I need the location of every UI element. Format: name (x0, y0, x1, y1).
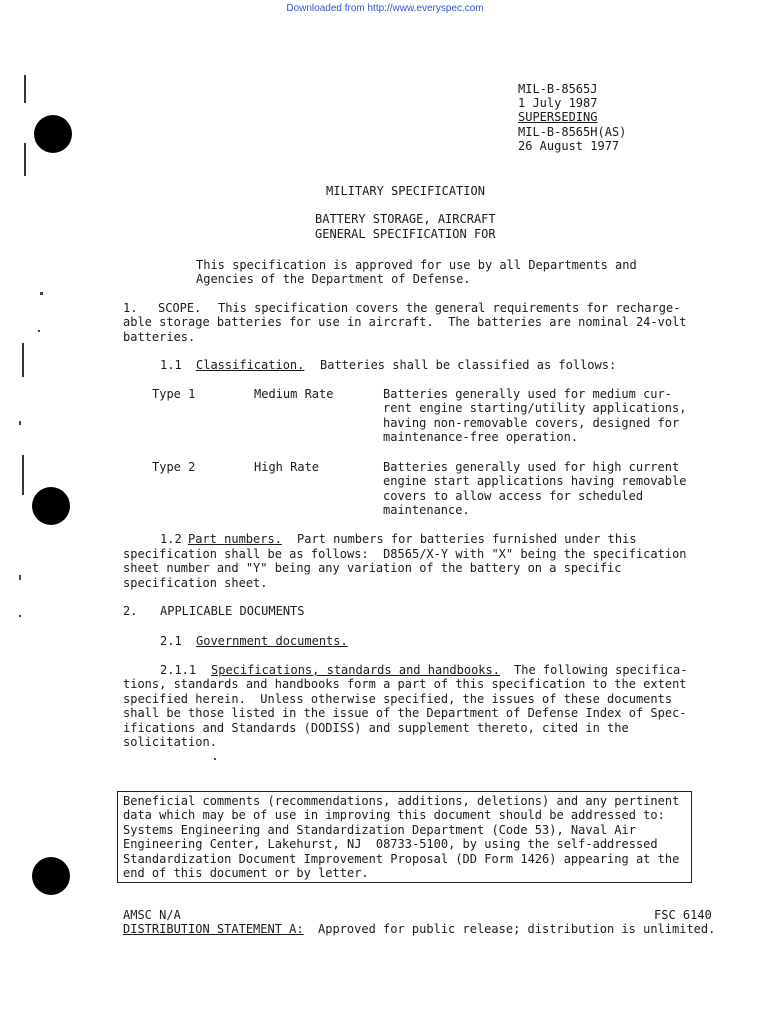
classification-heading: Classification. (196, 358, 305, 372)
spec-title-line-1: BATTERY STORAGE, AIRCRAFT (315, 212, 496, 226)
type-1-rate: Medium Rate (254, 387, 334, 401)
scan-speck (38, 330, 40, 332)
specifications-text: tions, standards and handbooks form a part of this specification to the extent (123, 677, 687, 691)
type-2-description: covers to allow access for scheduled (383, 489, 644, 503)
download-source-link[interactable]: Downloaded from http://www.everyspec.com (286, 3, 484, 14)
scan-speck (19, 421, 21, 425)
classification-text: Batteries shall be classified as follows: (320, 358, 617, 372)
distribution-statement-label: DISTRIBUTION STATEMENT A: (123, 922, 304, 936)
specifications-text: The following specifica- (514, 663, 688, 677)
spec-type-title: MILITARY SPECIFICATION (326, 184, 485, 198)
spec-title-line-2: GENERAL SPECIFICATION FOR (315, 227, 496, 241)
type-1-label: Type 1 (152, 387, 196, 401)
approval-line: This specification is approved for use by all Departments and (196, 258, 637, 272)
superseding-label: SUPERSEDING (518, 110, 598, 124)
margin-bar (22, 455, 24, 495)
part-numbers-text: Part numbers for batteries furnished under this (297, 532, 637, 546)
comments-text: Engineering Center, Lakehurst, NJ 08733-5100, by using the self-addressed (123, 837, 658, 851)
scan-speck (214, 758, 216, 760)
margin-bar (22, 343, 24, 377)
distribution-statement-text: Approved for public release; distribution is unlimited. (318, 922, 716, 936)
punch-hole-middle (32, 487, 70, 525)
comments-text: Systems Engineering and Standardization Department (Code 53), Naval Air (123, 823, 636, 837)
fsc-code: FSC 6140 (654, 908, 712, 922)
comments-text: data which may be of use in improving this document should be addressed to: (123, 808, 665, 822)
specifications-text: solicitation. (123, 735, 217, 749)
scope-text: batteries. (123, 330, 196, 344)
amsc-label: AMSC N/A (123, 908, 181, 922)
part-numbers-heading: Part numbers. (188, 532, 282, 546)
comments-text: Standardization Document Improvement Proposal (DD Form 1426) appearing at the (123, 852, 680, 866)
type-1-description: Batteries generally used for medium cur- (383, 387, 672, 401)
scope-text: This specification covers the general requirements for recharge- (218, 301, 681, 315)
scope-heading: SCOPE. (158, 301, 202, 315)
type-2-description: engine start applications having removable (383, 474, 687, 488)
classification-number: 1.1 (160, 358, 182, 372)
specifications-heading: Specifications, standards and handbooks. (211, 663, 500, 677)
scan-speck (19, 615, 21, 617)
comments-text: Beneficial comments (recommendations, additions, deletions) and any pertinent (123, 794, 680, 808)
scope-number: 1. (123, 301, 138, 315)
superseded-doc-date: 26 August 1977 (518, 139, 620, 153)
government-documents-number: 2.1 (160, 634, 182, 648)
type-1-description: rent engine starting/utility applications, (383, 401, 687, 415)
specifications-text: ifications and Standards (DODISS) and supplement thereto, cited in the (123, 721, 629, 735)
margin-bar (24, 143, 26, 176)
comments-text: end of this document or by letter. (123, 866, 369, 880)
type-2-rate: High Rate (254, 460, 320, 474)
government-documents-heading: Government documents. (196, 634, 348, 648)
type-1-description: having non-removable covers, designed for (383, 416, 680, 430)
type-2-description: Batteries generally used for high current (383, 460, 680, 474)
specifications-number: 2.1.1 (160, 663, 197, 677)
part-numbers-text: sheet number and "Y" being any variation of the battery on a specific (123, 561, 622, 575)
type-2-description: maintenance. (383, 503, 470, 517)
approval-line: Agencies of the Department of Defense. (196, 272, 471, 286)
part-numbers-text: specification sheet. (123, 576, 268, 590)
specifications-text: specified herein. Unless otherwise specified, the issues of these documents (123, 692, 673, 706)
part-numbers-text: specification shall be as follows: D8565/X-Y with "X" being the specification (123, 547, 687, 561)
applicable-documents-heading: APPLICABLE DOCUMENTS (160, 604, 305, 618)
punch-hole-top (34, 115, 72, 153)
scan-speck (19, 575, 21, 580)
part-numbers-number: 1.2 (160, 532, 182, 546)
doc-number: MIL-B-8565J (518, 82, 598, 96)
punch-hole-bottom (32, 857, 70, 895)
applicable-documents-number: 2. (123, 604, 138, 618)
superseded-doc-number: MIL-B-8565H(AS) (518, 125, 627, 139)
specifications-text: shall be those listed in the issue of the Department of Defense Index of Spec- (123, 706, 687, 720)
margin-bar (24, 75, 26, 103)
doc-date: 1 July 1987 (518, 96, 598, 110)
type-1-description: maintenance-free operation. (383, 430, 579, 444)
scan-speck (40, 292, 43, 295)
type-2-label: Type 2 (152, 460, 196, 474)
scope-text: able storage batteries for use in aircraft. The batteries are nominal 24-volt (123, 315, 687, 329)
